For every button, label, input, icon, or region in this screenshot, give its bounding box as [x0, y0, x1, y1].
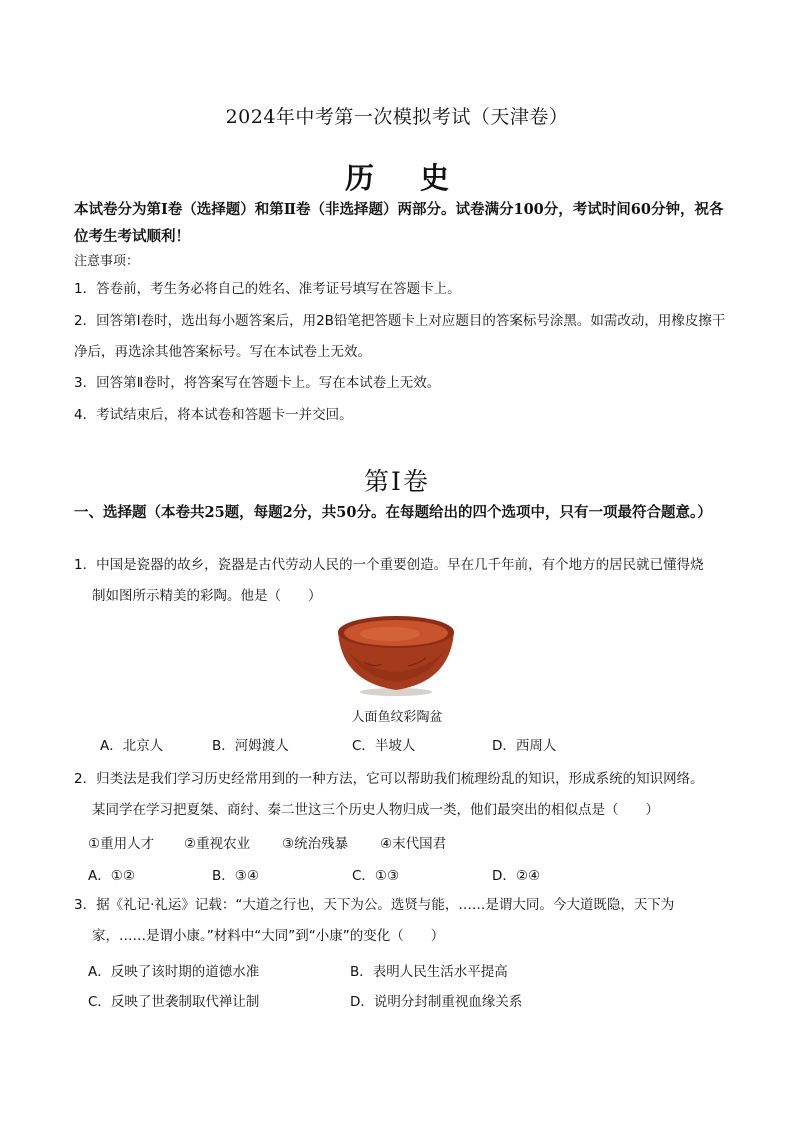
part-title: 一、选择题（本卷共25题，每题2分，共50分。在每题给出的四个选项中，只有一项最符合题意。）	[74, 504, 712, 521]
question-1-option-a[interactable]: A．北京人	[100, 738, 164, 754]
question-3-stem-line2: 家，……是谓小康。”材料中“大同”到“小康”的变化（ ）	[92, 928, 445, 944]
question-1-option-c[interactable]: C．半坡人	[352, 738, 416, 754]
question-3-option-d[interactable]: D．说明分封制重视血缘关系	[350, 994, 523, 1010]
question-2-option-c[interactable]: C．①③	[352, 868, 400, 884]
image-caption: 人面鱼纹彩陶盆	[351, 710, 443, 725]
exam-title: 2024年中考第一次模拟考试（天津卷）	[225, 106, 569, 128]
exam-intro: 本试卷分为第Ⅰ卷（选择题）和第Ⅱ卷（非选择题）两部分。试卷满分100分，考试时间60分钟，祝各位考生考试顺利！	[74, 201, 724, 245]
note-item-3: 3．回答第Ⅱ卷时，将答案写在答题卡上。写在本试卷上无效。	[74, 375, 441, 391]
section-heading: 第Ⅰ卷	[364, 467, 430, 496]
subject-title: 历 史	[344, 161, 468, 195]
notes-title: 注意事项：	[74, 254, 140, 269]
question-2-item-1: ①重用人才	[88, 836, 155, 852]
question-3-stem-line1: 3．据《礼记·礼运》记载：“大道之行也，天下为公。选贤与能，……是谓大同。今大道既隐，天下为	[74, 897, 675, 913]
question-2-stem-line2: 某同学在学习把夏桀、商纣、秦二世这三个历史人物归成一类，他们最突出的相似点是（ ）	[92, 802, 659, 818]
question-2-option-a[interactable]: A．①②	[88, 868, 135, 884]
question-2-option-d[interactable]: D．②④	[492, 868, 541, 884]
question-2-item-3: ③统治残暴	[282, 836, 349, 852]
question-3-option-c[interactable]: C．反映了世袭制取代禅让制	[88, 994, 260, 1010]
question-2-stem-line1: 2．归类法是我们学习历史经常用到的一种方法，它可以帮助我们梳理纷乱的知识，形成系统的知识网络。	[74, 771, 704, 787]
question-1-option-b[interactable]: B．河姆渡人	[212, 738, 289, 754]
question-1-option-d[interactable]: D．西周人	[492, 738, 557, 754]
question-1	[74, 550, 726, 612]
question-3	[74, 890, 726, 952]
question-2	[74, 764, 726, 826]
question-1-stem-line1: 1．中国是瓷器的故乡，瓷器是古代劳动人民的一个重要创造。早在几千年前，有个地方的居民就已懂得烧	[74, 557, 704, 573]
question-3-option-a[interactable]: A．反映了该时期的道德水准	[88, 964, 260, 980]
painted-pottery-bowl-image	[334, 612, 458, 698]
question-3-option-b[interactable]: B．表明人民生活水平提高	[350, 964, 508, 980]
note-item-4: 4．考试结束后，将本试卷和答题卡一并交回。	[74, 407, 353, 423]
question-2-option-b[interactable]: B．③④	[212, 868, 259, 884]
question-2-item-4: ④末代国君	[380, 836, 447, 852]
question-1-stem-line2: 制如图所示精美的彩陶。他是（ ）	[92, 588, 322, 604]
note-item-2: 2．回答第Ⅰ卷时，选出每小题答案后，用2B铅笔把答题卡上对应题目的答案标号涂黑。如需改动，用橡皮擦干净后，再选涂其他答案标号。写在本试卷上无效。	[74, 313, 726, 360]
note-item-1: 1．答卷前，考生务必将自己的姓名、准考证号填写在答题卡上。	[74, 281, 461, 297]
question-2-item-2: ②重视农业	[184, 836, 251, 852]
